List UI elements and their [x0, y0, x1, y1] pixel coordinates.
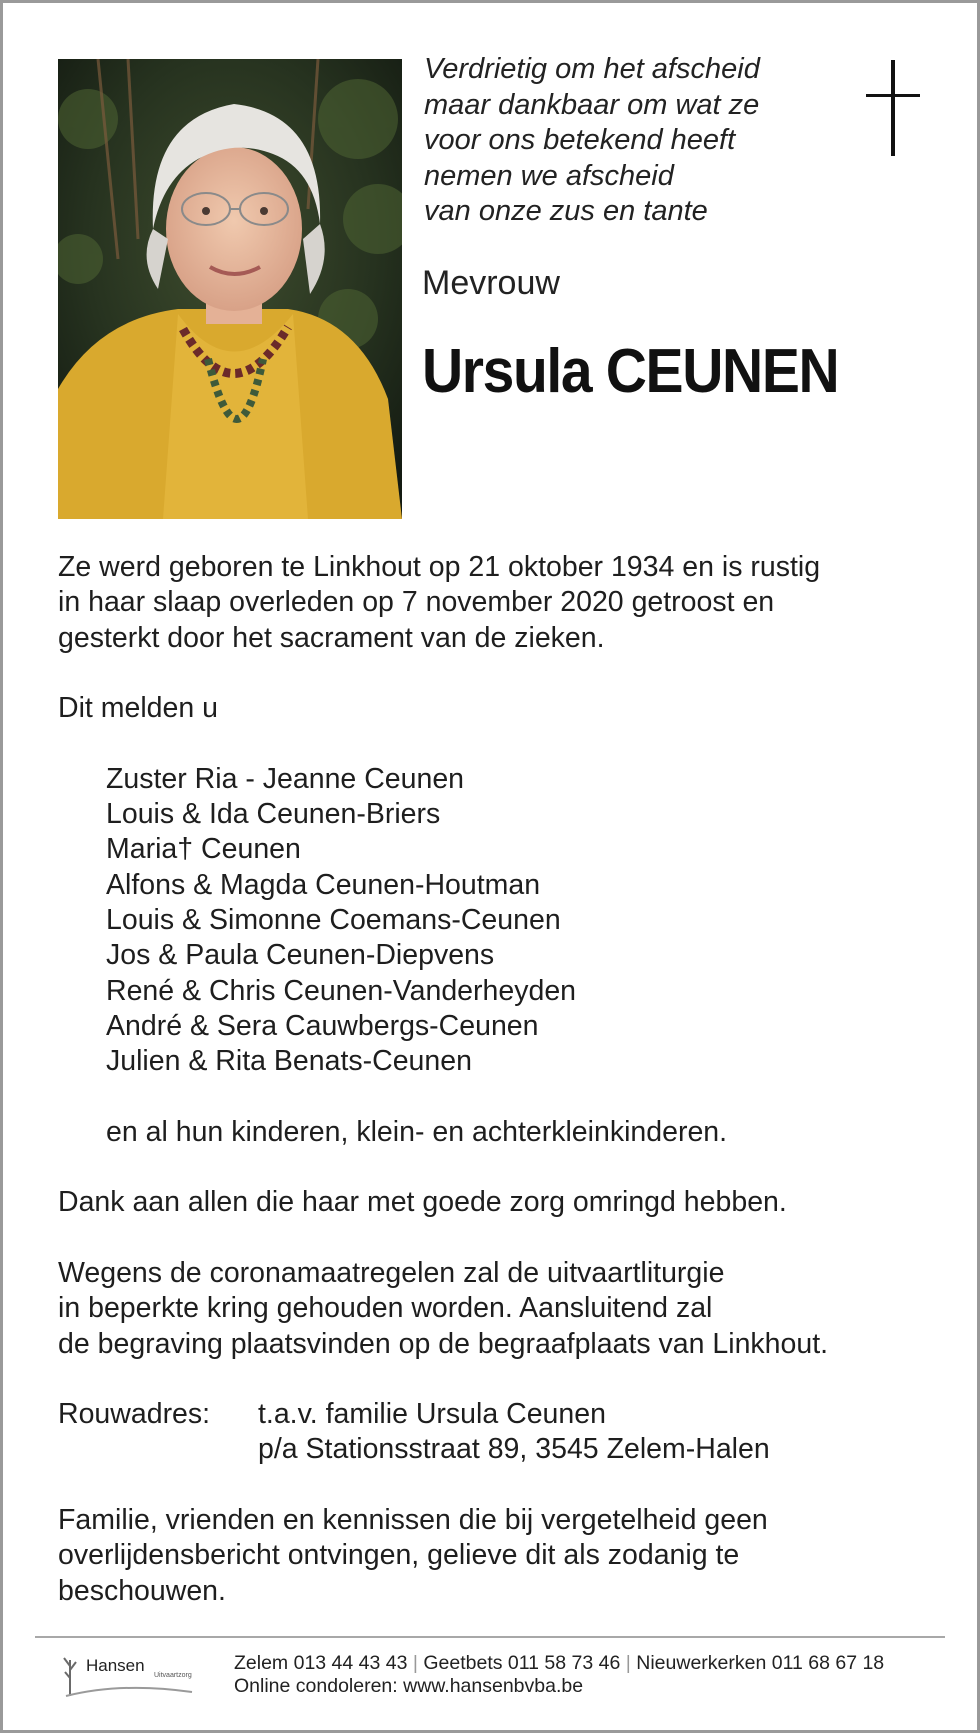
- birth-death-line: gesterkt door het sacrament van de zieken.: [58, 621, 605, 654]
- family-member: Louis & Ida Ceunen-Briers: [106, 798, 441, 831]
- birth-death-line: in haar slaap overleden op 7 november 2020 getroost en: [58, 586, 775, 619]
- separator: |: [412, 1652, 418, 1674]
- family-member: René & Chris Ceunen-Vanderheyden: [106, 974, 577, 1007]
- closing-line: beschouwen.: [58, 1574, 226, 1607]
- family-member: André & Sera Cauwbergs-Ceunen: [106, 1009, 539, 1042]
- honorific: Mevrouw: [422, 264, 560, 302]
- family-member: Maria† Ceunen: [106, 833, 301, 866]
- portrait-photo: [58, 59, 402, 519]
- deceased-name: Ursula CEUNEN: [422, 337, 839, 406]
- announce-line: Dit melden u: [58, 692, 218, 725]
- logo-name: Hansen: [86, 1656, 145, 1675]
- intro-line: Verdrietig om het afscheid: [424, 53, 760, 85]
- funeral-line: in beperkte kring gehouden worden. Aansluitend zal: [58, 1292, 713, 1325]
- family-member: Alfons & Magda Ceunen-Houtman: [106, 868, 541, 901]
- intro-line: maar dankbaar om wat ze: [424, 88, 760, 121]
- family-member: Julien & Rita Benats-Ceunen: [106, 1045, 472, 1078]
- logo-subtitle: Uitvaartzorg: [154, 1672, 192, 1679]
- family-member: Jos & Paula Ceunen-Diepvens: [106, 939, 495, 972]
- separator: |: [625, 1652, 631, 1674]
- phone-nieuwerkerken: Nieuwerkerken 011 68 67 18: [636, 1652, 885, 1674]
- notice-body: [58, 550, 938, 1609]
- cross-icon: [866, 60, 920, 156]
- funeral-line: de begraving plaatsvinden op de begraafplaats van Linkhout.: [58, 1327, 829, 1360]
- online-condolence: Online condoleren: www.hansenbvba.be: [234, 1674, 584, 1697]
- descendants-line: en al hun kinderen, klein- en achterkleinkinderen.: [106, 1115, 728, 1148]
- phone-geetbets: Geetbets 011 58 73 46: [423, 1652, 621, 1674]
- intro-verse: [424, 52, 760, 230]
- intro-line: van onze zus en tante: [424, 195, 708, 227]
- address-line: t.a.v. familie Ursula Ceunen: [258, 1398, 606, 1431]
- phone-zelem: Zelem 013 44 43 43: [234, 1652, 408, 1674]
- family-member: Zuster Ria - Jeanne Ceunen: [106, 762, 465, 795]
- address-line: p/a Stationsstraat 89, 3545 Zelem-Halen: [258, 1433, 770, 1466]
- family-member: Louis & Simonne Coemans-Ceunen: [106, 903, 561, 936]
- address-label: Rouwadres:: [58, 1398, 211, 1431]
- intro-line: nemen we afscheid: [424, 159, 674, 192]
- closing-line: overlijdensbericht ontvingen, gelieve dit als zodanig te: [58, 1539, 740, 1572]
- birth-death-line: Ze werd geboren te Linkhout op 21 oktober 1934 en is rustig: [58, 551, 821, 583]
- footer-contact: [234, 1652, 884, 1697]
- intro-line: voor ons betekend heeft: [424, 124, 736, 156]
- address-row: [58, 1397, 938, 1432]
- funeral-line: Wegens de coronamaatregelen zal de uitvaartliturgie: [58, 1256, 725, 1289]
- footer-divider: [35, 1636, 945, 1638]
- closing-line: Familie, vrienden en kennissen die bij vergetelheid geen: [58, 1504, 768, 1537]
- thanks-line: Dank aan allen die haar met goede zorg omringd hebben.: [58, 1186, 787, 1219]
- funeral-home-logo: [62, 1652, 202, 1700]
- address-row: [58, 1432, 938, 1467]
